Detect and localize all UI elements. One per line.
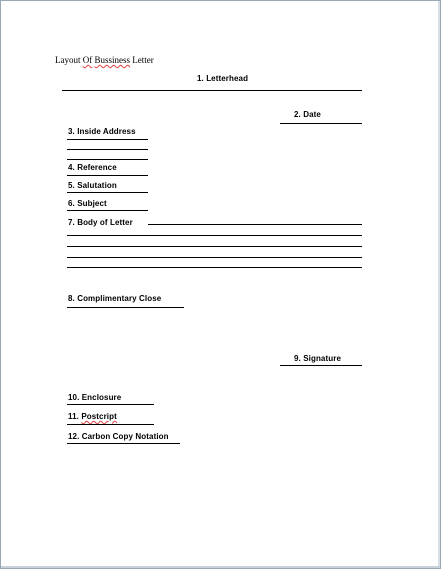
- inside-address-line-1: [67, 139, 148, 140]
- postscript-label: [68, 412, 117, 421]
- subject-line: [67, 210, 148, 211]
- subject-label: 6. Subject: [68, 199, 107, 208]
- postscript-number: 11.: [68, 412, 82, 421]
- body-line-4: [67, 257, 362, 258]
- enclosure-line: [67, 404, 154, 405]
- inside-address-label: 3. Inside Address: [68, 127, 136, 136]
- page-shadow: [1, 566, 440, 568]
- title-business: Bussiness: [94, 55, 131, 65]
- date-label: 2. Date: [294, 110, 321, 119]
- carbon-copy-notation-label: 12. Carbon Copy Notation: [68, 432, 169, 441]
- reference-line: [67, 175, 148, 176]
- body-line-2: [67, 235, 362, 236]
- letterhead-label: 1. Letterhead: [197, 74, 249, 83]
- date-line: [280, 123, 362, 124]
- body-line-1: [148, 224, 362, 225]
- carbon-copy-notation-line: [67, 443, 180, 444]
- body-line-5: [67, 267, 362, 268]
- title-of: Of: [82, 55, 93, 65]
- inside-address-line-3: [67, 159, 148, 160]
- title-prefix: Layout: [55, 55, 83, 65]
- salutation-line: [67, 192, 148, 193]
- title-suffix: Letter: [130, 55, 154, 65]
- postscript-line: [67, 424, 154, 425]
- salutation-label: 5. Salutation: [68, 181, 117, 190]
- postscript-word: Postcript: [81, 412, 117, 421]
- letterhead-line: [62, 90, 362, 91]
- reference-label: 4. Reference: [68, 163, 117, 172]
- document-title: [55, 55, 154, 65]
- body-of-letter-label: 7. Body of Letter: [68, 218, 133, 227]
- inside-address-line-2: [67, 149, 148, 150]
- enclosure-label: 10. Enclosure: [68, 393, 122, 402]
- signature-label: 9. Signature: [294, 354, 341, 363]
- signature-line: [280, 365, 362, 366]
- body-line-3: [67, 246, 362, 247]
- complimentary-close-label: 8. Complimentary Close: [68, 294, 162, 303]
- complimentary-close-line: [67, 307, 184, 308]
